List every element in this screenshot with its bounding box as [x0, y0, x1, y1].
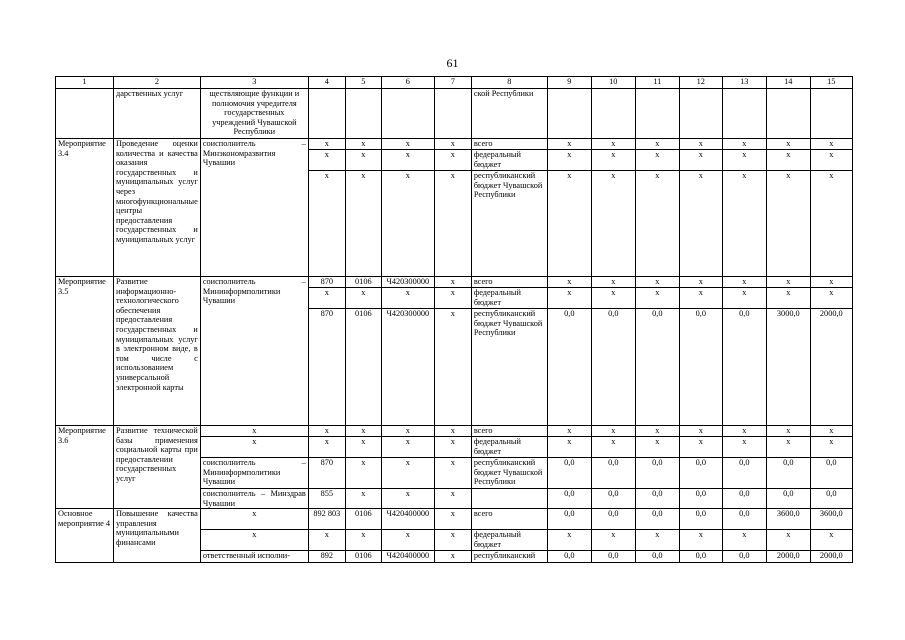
cell-value: x: [591, 150, 635, 171]
cell-code: [434, 89, 471, 139]
cell-code: x: [308, 288, 345, 309]
cell-value: x: [591, 139, 635, 150]
cell-code: x: [345, 171, 381, 277]
cell-code: x: [434, 437, 471, 458]
header-row: [56, 77, 853, 89]
cell-code: x: [345, 437, 381, 458]
column-header: 6: [381, 77, 434, 89]
cell-code: [308, 89, 345, 139]
cell-value: [547, 89, 591, 139]
cell-code: x: [434, 509, 471, 530]
cell-source: федеральный бюджет: [471, 150, 547, 171]
cell-value: x: [810, 426, 852, 437]
cell-source: ской Республики: [471, 89, 547, 139]
cell-value: x: [810, 171, 852, 277]
cell-value: x: [635, 171, 679, 277]
cell-value: 0,0: [591, 309, 635, 426]
column-header: 7: [434, 77, 471, 89]
cell-value: 0,0: [635, 509, 679, 530]
cell-value: x: [679, 426, 722, 437]
cell-code: x: [345, 489, 381, 509]
column-header: 9: [547, 77, 591, 89]
cell-code: 892 803: [308, 509, 345, 530]
cell-source: республиканский бюджет Чувашской Республики: [471, 171, 547, 277]
column-header: 5: [345, 77, 381, 89]
cell-value: [766, 89, 810, 139]
cell-value: 0,0: [679, 509, 722, 530]
cell-value: x: [679, 150, 722, 171]
cell-value: 0,0: [591, 458, 635, 489]
cell-code: x: [434, 277, 471, 288]
cell-source: всего: [471, 277, 547, 288]
cell-value: x: [547, 150, 591, 171]
cell-value: x: [591, 171, 635, 277]
cell-value: x: [810, 277, 852, 288]
cell-event-name: Проведение оценки количества и качества оказания государственных и муниципальных услуг через многофункциональные центры предоставления государственных и муниципальных услуг: [114, 139, 201, 277]
column-header: 14: [766, 77, 810, 89]
cell-value: x: [679, 277, 722, 288]
cell-value: [679, 89, 722, 139]
cell-executor: x: [200, 437, 308, 458]
column-header: 1: [56, 77, 114, 89]
cell-value: x: [766, 171, 810, 277]
cell-code: x: [381, 458, 434, 489]
cell-value: [810, 89, 852, 139]
cell-code: 0106: [345, 309, 381, 426]
cell-event-code: Мероприятие 3.5: [56, 277, 114, 426]
cell-source: федеральный бюджет: [471, 437, 547, 458]
page-number: 61: [446, 56, 459, 70]
cell-value: x: [810, 139, 852, 150]
cell-code: x: [434, 288, 471, 309]
cell-value: 2000,0: [810, 309, 852, 426]
cell-value: x: [810, 437, 852, 458]
cell-event-code: Мероприятие 3.6: [56, 426, 114, 509]
cell-value: x: [679, 437, 722, 458]
cell-value: x: [766, 288, 810, 309]
cell-value: 0,0: [679, 458, 722, 489]
cell-code: x: [308, 150, 345, 171]
cell-executor: соисполнитель – Мининформполитики Чувашии: [200, 277, 308, 426]
cell-code: 855: [308, 489, 345, 509]
cell-value: 0,0: [679, 551, 722, 563]
cell-code: [381, 89, 434, 139]
cell-value: x: [547, 139, 591, 150]
cell-value: x: [766, 150, 810, 171]
cell-code: x: [308, 171, 345, 277]
cell-executor: соисполнитель – Минздрав Чувашии: [200, 489, 308, 509]
cell-value: x: [722, 139, 766, 150]
cell-value: 2000,0: [766, 551, 810, 563]
cell-value: x: [635, 139, 679, 150]
cell-value: x: [547, 171, 591, 277]
cell-value: 0,0: [679, 309, 722, 426]
cell-value: 0,0: [547, 551, 591, 563]
column-header: 13: [722, 77, 766, 89]
cell-value: x: [766, 139, 810, 150]
cell-executor: соисполнитель – Минэкономразвития Чувашии: [200, 139, 308, 277]
cell-value: 0,0: [722, 309, 766, 426]
cell-code: x: [381, 437, 434, 458]
om4-row: [56, 509, 853, 530]
cell-code: x: [345, 530, 381, 551]
cell-value: x: [547, 426, 591, 437]
cell-value: x: [766, 277, 810, 288]
cell-code: x: [308, 426, 345, 437]
column-header: 8: [471, 77, 547, 89]
cell-value: x: [722, 426, 766, 437]
cell-code: x: [345, 288, 381, 309]
cell-value: x: [722, 437, 766, 458]
cell-value: x: [766, 530, 810, 551]
cell-value: x: [722, 171, 766, 277]
cell-value: 0,0: [766, 489, 810, 509]
cell-code: 0106: [345, 509, 381, 530]
cell-value: x: [635, 288, 679, 309]
cell-source: республиканский бюджет Чувашской Республики: [471, 309, 547, 426]
cell-value: 0,0: [547, 509, 591, 530]
column-header: 4: [308, 77, 345, 89]
cell-code: x: [381, 139, 434, 150]
cell-executor: x: [200, 426, 308, 437]
cell-executor: ществляющие функции и полномочия учредителя государственных учреждений Чувашской Республики: [200, 89, 308, 139]
cell-value: 0,0: [679, 489, 722, 509]
cell-value: [722, 89, 766, 139]
cell-value: x: [766, 437, 810, 458]
cell-value: 0,0: [547, 309, 591, 426]
cell-source: всего: [471, 426, 547, 437]
cell-value: 3600,0: [810, 509, 852, 530]
cell-value: x: [810, 150, 852, 171]
cell-value: x: [591, 288, 635, 309]
cell-code: Ч420300000: [381, 309, 434, 426]
cell-code: x: [308, 139, 345, 150]
cell-code: x: [381, 426, 434, 437]
cell-value: 0,0: [547, 458, 591, 489]
cell-code: [345, 89, 381, 139]
cell-code: x: [381, 288, 434, 309]
column-header: 11: [635, 77, 679, 89]
cell-code: x: [381, 489, 434, 509]
cell-value: 0,0: [635, 309, 679, 426]
cell-source: республиканский бюджет Чувашской Республики: [471, 458, 547, 489]
cell-value: x: [547, 288, 591, 309]
cell-value: x: [635, 530, 679, 551]
continuation-row: [56, 89, 853, 139]
column-header: 10: [591, 77, 635, 89]
cell-value: 0,0: [722, 551, 766, 563]
cell-source: [471, 489, 547, 509]
cell-source: федеральный бюджет: [471, 288, 547, 309]
column-header: 15: [810, 77, 852, 89]
cell-code: x: [434, 551, 471, 563]
cell-code: Ч420400000: [381, 509, 434, 530]
cell-source: республиканский: [471, 551, 547, 563]
cell-value: x: [591, 437, 635, 458]
cell-code: x: [434, 139, 471, 150]
cell-value: x: [722, 150, 766, 171]
cell-value: 0,0: [591, 551, 635, 563]
cell-code: 870: [308, 458, 345, 489]
cell-value: 0,0: [810, 458, 852, 489]
cell-code: x: [434, 489, 471, 509]
cell-event-name: Развитие информационно-технологического обеспечения предоставления государственных и муниципальных услуг в электронном виде, в том числе с использованием универсальной электронной карты: [114, 277, 201, 426]
column-header: 2: [114, 77, 201, 89]
cell-value: 3000,0: [766, 309, 810, 426]
cell-value: x: [810, 530, 852, 551]
m35-row: [56, 277, 853, 288]
cell-source: всего: [471, 509, 547, 530]
cell-value: x: [547, 437, 591, 458]
cell-value: x: [766, 426, 810, 437]
cell-code: x: [345, 426, 381, 437]
cell-executor: ответственный исполни-: [200, 551, 308, 563]
cell-value: 0,0: [810, 489, 852, 509]
cell-code: x: [308, 437, 345, 458]
cell-code: x: [345, 458, 381, 489]
cell-value: x: [679, 530, 722, 551]
cell-code: x: [434, 150, 471, 171]
cell-code: x: [434, 458, 471, 489]
cell-value: 0,0: [547, 489, 591, 509]
cell-value: [591, 89, 635, 139]
cell-value: x: [635, 277, 679, 288]
cell-executor: x: [200, 530, 308, 551]
cell-value: x: [722, 288, 766, 309]
cell-executor: соисполнитель – Мининформполитики Чувашии: [200, 458, 308, 489]
cell-code: x: [434, 171, 471, 277]
cell-value: x: [679, 171, 722, 277]
cell-value: 0,0: [635, 458, 679, 489]
cell-code: Ч420400000: [381, 551, 434, 563]
cell-value: 0,0: [722, 458, 766, 489]
cell-code: x: [381, 171, 434, 277]
cell-code: x: [308, 530, 345, 551]
cell-code: 870: [308, 309, 345, 426]
cell-event-code: [56, 89, 114, 139]
column-header: 12: [679, 77, 722, 89]
cell-source: федеральный бюджет: [471, 530, 547, 551]
cell-value: x: [635, 437, 679, 458]
cell-value: 0,0: [722, 489, 766, 509]
cell-value: 0,0: [591, 509, 635, 530]
cell-event-name: Повышение качества управления муниципальными финансами: [114, 509, 201, 563]
cell-code: 892: [308, 551, 345, 563]
cell-value: x: [591, 530, 635, 551]
cell-event-code: Основное мероприятие 4: [56, 509, 114, 563]
cell-value: [635, 89, 679, 139]
budget-table: [55, 76, 853, 563]
cell-code: x: [381, 530, 434, 551]
cell-event-name: Развитие технической базы применения социальной карты при предоставлении государственных услуг: [114, 426, 201, 509]
cell-value: x: [635, 426, 679, 437]
cell-event-name: дарственных услуг: [114, 89, 201, 139]
cell-value: x: [591, 277, 635, 288]
column-header: 3: [200, 77, 308, 89]
cell-value: 0,0: [635, 489, 679, 509]
cell-code: x: [381, 150, 434, 171]
cell-value: 3600,0: [766, 509, 810, 530]
cell-code: Ч420300000: [381, 277, 434, 288]
cell-value: x: [679, 139, 722, 150]
cell-value: x: [722, 277, 766, 288]
m36-row: [56, 426, 853, 437]
cell-code: x: [434, 426, 471, 437]
cell-event-code: Мероприятие 3.4: [56, 139, 114, 277]
cell-value: x: [591, 426, 635, 437]
m34-row: [56, 139, 853, 150]
cell-code: x: [434, 309, 471, 426]
cell-code: x: [345, 139, 381, 150]
cell-value: x: [722, 530, 766, 551]
cell-value: x: [810, 288, 852, 309]
cell-code: x: [345, 150, 381, 171]
cell-value: 0,0: [722, 509, 766, 530]
cell-code: 0106: [345, 551, 381, 563]
cell-value: 0,0: [635, 551, 679, 563]
cell-value: x: [547, 277, 591, 288]
cell-source: всего: [471, 139, 547, 150]
cell-value: 0,0: [766, 458, 810, 489]
cell-value: x: [635, 150, 679, 171]
cell-value: 2000,0: [810, 551, 852, 563]
cell-executor: x: [200, 509, 308, 530]
cell-code: 870: [308, 277, 345, 288]
cell-code: x: [434, 530, 471, 551]
cell-code: 0106: [345, 277, 381, 288]
cell-value: 0,0: [591, 489, 635, 509]
cell-value: x: [679, 288, 722, 309]
cell-value: x: [547, 530, 591, 551]
